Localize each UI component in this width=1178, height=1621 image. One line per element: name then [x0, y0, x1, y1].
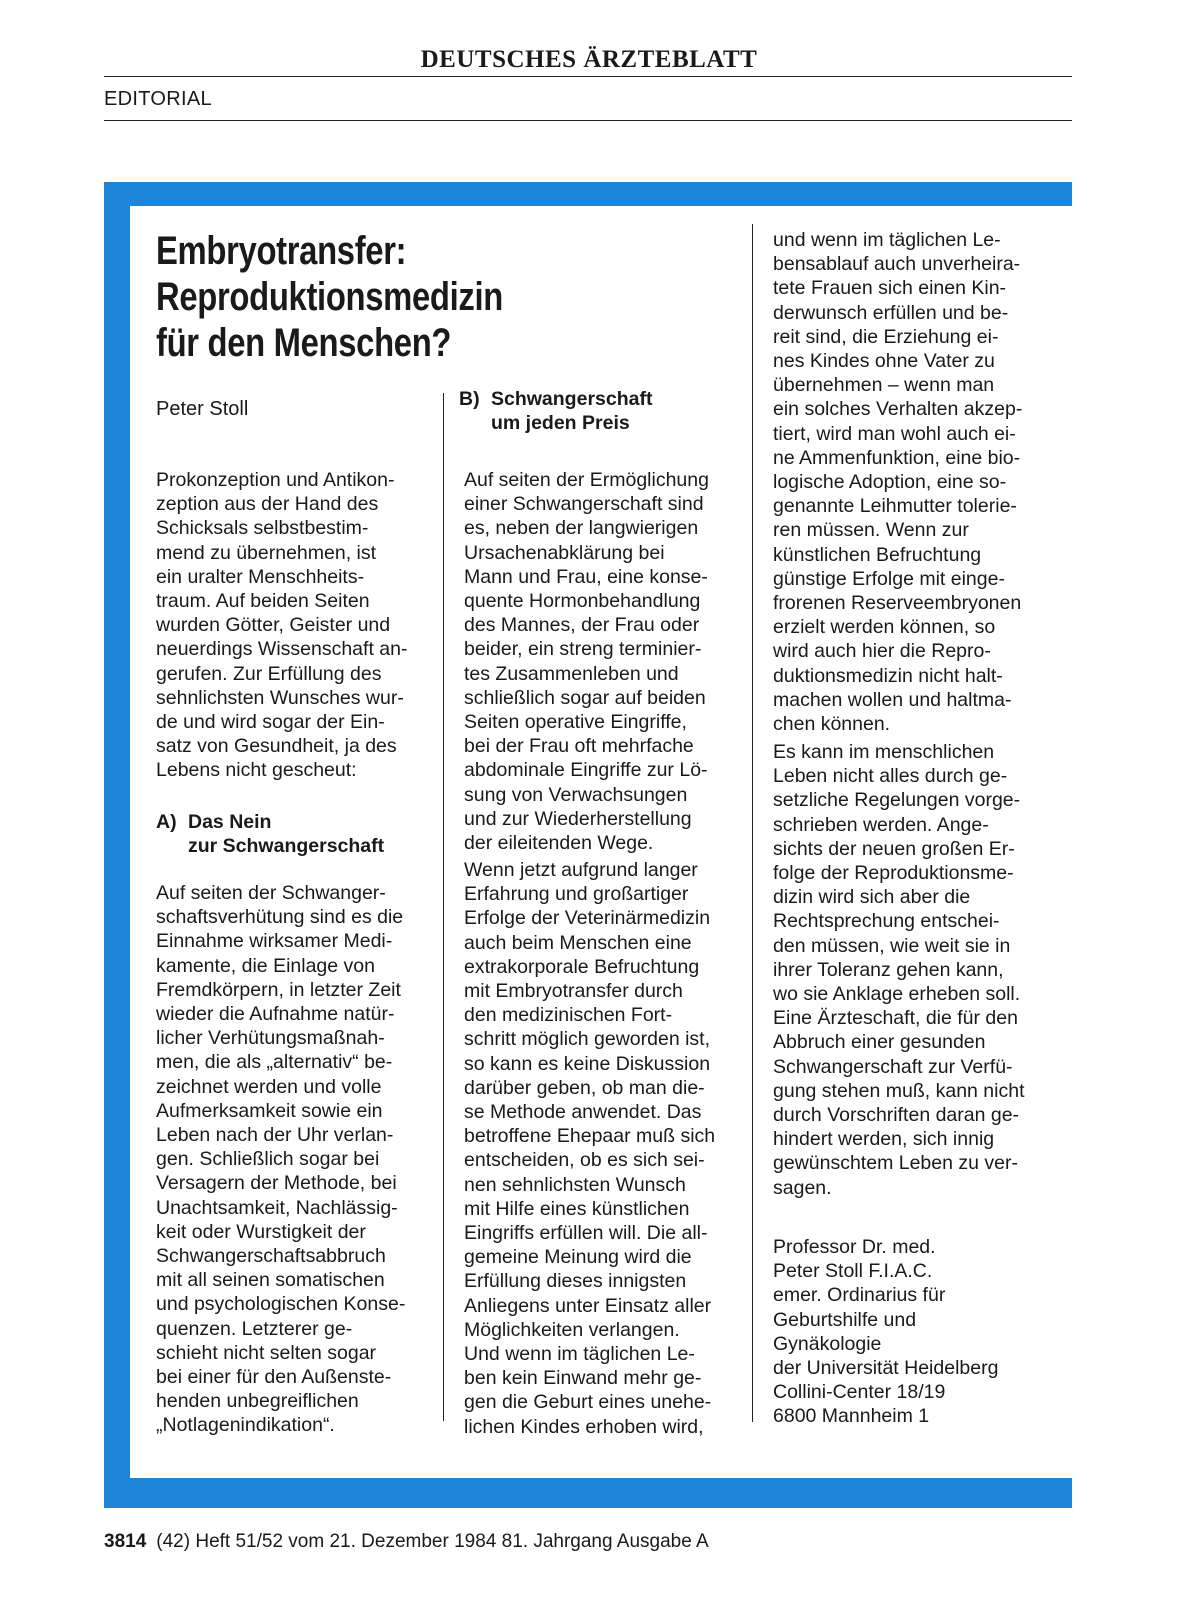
- heading-b-line2: um jeden Preis: [491, 412, 630, 434]
- text-line: frorenen Reserveembryonen: [773, 592, 1022, 615]
- text-line: Schwangerschaftsabbruch: [156, 1245, 386, 1268]
- text-line: beider, ein streng terminier-: [464, 638, 702, 661]
- text-line: Professor Dr. med.: [773, 1236, 936, 1258]
- text-line: Es kann im menschlichen: [773, 741, 995, 763]
- text-line: chen können.: [773, 713, 891, 736]
- text-line: dizin wird sich aber die: [773, 886, 971, 909]
- text-line: se Methode anwendet. Das: [464, 1101, 702, 1124]
- title-line: für den Menschen?: [156, 321, 452, 365]
- text-line: logische Adoption, eine so-: [773, 471, 1007, 494]
- text-line: mend zu übernehmen, ist: [156, 541, 377, 564]
- heading-b-number: B): [459, 388, 480, 410]
- text-line: einer Schwangerschaft sind: [464, 493, 704, 516]
- text-line: künstlichen Befruchtung: [773, 543, 982, 566]
- text-line: extrakorporale Befruchtung: [464, 955, 700, 978]
- column-divider: [752, 224, 753, 1422]
- text-line: folge der Reproduktionsme-: [773, 862, 1014, 885]
- text-line: satz von Gesundheit, ja des: [156, 735, 397, 758]
- text-line: tete Frauen sich einen Kin-: [773, 277, 1007, 300]
- text-line: Auf seiten der Ermöglichung: [464, 469, 709, 491]
- col3-paragraph-1: [773, 228, 1022, 736]
- text-line: Abbruch einer gesunden: [773, 1031, 986, 1054]
- text-line: tiert, wird man wohl auch ei-: [773, 422, 1016, 445]
- text-line: Eine Ärzteschaft, die für den: [773, 1007, 1018, 1030]
- text-line: den müssen, wie weit sie in: [773, 934, 1011, 957]
- text-line: der eileitenden Wege.: [464, 832, 654, 855]
- page-number: 3814: [104, 1531, 147, 1552]
- heading-a-line2: zur Schwangerschaft: [188, 835, 385, 857]
- text-line: Unachtsamkeit, Nachlässig-: [156, 1196, 398, 1219]
- text-line: entscheiden, ob es sich sei-: [464, 1149, 705, 1172]
- text-line: Ursachenabklärung bei: [464, 541, 665, 564]
- text-line: duktionsmedizin nicht halt-: [773, 664, 1003, 687]
- journal-masthead: DEUTSCHES ÄRZTEBLATT: [420, 46, 758, 73]
- text-line: gen die Geburt eines unehe-: [464, 1391, 712, 1414]
- heading-a-line1: Das Nein: [188, 811, 272, 833]
- text-line: wieder die Aufnahme natür-: [156, 1003, 395, 1026]
- text-line: ben kein Einwand mehr ge-: [464, 1367, 702, 1390]
- text-line: Eingriffs erfüllen will. Die all-: [464, 1222, 708, 1245]
- text-line: nes Kindes ohne Vater zu: [773, 350, 995, 373]
- text-line: ne Ammenfunktion, eine bio-: [773, 446, 1021, 469]
- text-line: Erfolge der Veterinärmedizin: [464, 907, 711, 930]
- text-line: Lebens nicht gescheut:: [156, 759, 357, 782]
- text-line: schaftsverhütung sind es die: [156, 906, 404, 929]
- text-line: gen. Schließlich sogar bei: [156, 1148, 380, 1171]
- text-line: sung von Verwachsungen: [464, 783, 688, 806]
- text-line: Rechtsprechung entschei-: [773, 910, 1000, 933]
- text-line: zeption aus der Hand des: [156, 493, 379, 516]
- text-line: zeichnet werden und volle: [156, 1075, 382, 1098]
- text-line: setzliche Regelungen vorge-: [773, 789, 1021, 812]
- text-line: und zur Wiederherstellung: [464, 807, 692, 830]
- page-footer: [104, 1531, 709, 1553]
- text-line: Versagern der Methode, bei: [156, 1172, 397, 1195]
- section-label: EDITORIAL: [104, 88, 212, 110]
- text-line: traum. Auf beiden Seiten: [156, 590, 370, 613]
- text-line: ein solches Verhalten akzep-: [773, 398, 1023, 421]
- text-line: auch beim Menschen eine: [464, 931, 692, 954]
- text-line: Wenn jetzt aufgrund langer: [464, 859, 698, 881]
- text-line: der Universität Heidelberg: [773, 1357, 999, 1380]
- article-title: [156, 228, 615, 366]
- text-line: mit Embryotransfer durch: [464, 980, 683, 1003]
- text-line: quente Hormonbehandlung: [464, 590, 701, 613]
- text-line: de und wird sogar der Ein-: [156, 711, 385, 734]
- section-b-paragraph-1: [464, 468, 709, 855]
- text-line: es, neben der langwierigen: [464, 517, 699, 540]
- text-line: sagen.: [773, 1176, 832, 1199]
- text-line: ein uralter Menschheits-: [156, 565, 365, 588]
- text-line: mit all seinen somatischen: [156, 1269, 385, 1292]
- text-line: den medizinischen Fort-: [464, 1004, 673, 1027]
- text-line: erzielt werden können, so: [773, 616, 996, 639]
- text-line: schrieben werden. Ange-: [773, 813, 989, 836]
- text-line: Auf seiten der Schwanger-: [156, 882, 386, 904]
- text-line: gewünschtem Leben zu ver-: [773, 1152, 1018, 1175]
- text-line: gung stehen muß, kann nicht: [773, 1079, 1025, 1102]
- title-line: Reproduktionsmedizin: [156, 275, 503, 319]
- text-line: bei einer für den Außenste-: [156, 1366, 392, 1389]
- text-line: tes Zusammenleben und: [464, 662, 679, 685]
- text-line: keit oder Wurstigkeit der: [156, 1220, 366, 1243]
- title-line: Embryotransfer:: [156, 229, 407, 273]
- text-line: schieht nicht selten sogar: [156, 1341, 377, 1364]
- text-line: genannte Leihmutter tolerie-: [773, 495, 1017, 518]
- text-line: Möglichkeiten verlangen.: [464, 1318, 680, 1341]
- text-line: sehnlichsten Wunsches wur-: [156, 686, 404, 709]
- heading-a: [156, 810, 384, 858]
- text-line: mit Hilfe eines künstlichen: [464, 1197, 690, 1220]
- intro-paragraph: [156, 468, 407, 783]
- text-line: wo sie Anklage erheben soll.: [773, 983, 1021, 1006]
- text-line: Leben nach der Uhr verlan-: [156, 1124, 394, 1147]
- text-line: gemeine Meinung wird die: [464, 1246, 692, 1269]
- text-line: reit sind, die Erziehung ei-: [773, 325, 999, 348]
- text-line: und psychologischen Konse-: [156, 1293, 406, 1316]
- text-line: ihrer Toleranz gehen kann,: [773, 958, 1004, 981]
- text-line: emer. Ordinarius für: [773, 1284, 946, 1307]
- text-line: Anliegens unter Einsatz aller: [464, 1294, 712, 1317]
- author-name: Peter Stoll: [156, 398, 249, 420]
- text-line: Schwangerschaft zur Verfü-: [773, 1055, 1013, 1078]
- text-line: und wenn im täglichen Le-: [773, 229, 1001, 251]
- text-line: Seiten operative Eingriffe,: [464, 711, 687, 734]
- text-line: abdominale Eingriffe zur Lö-: [464, 759, 708, 782]
- text-line: Leben nicht alles durch ge-: [773, 765, 1008, 788]
- header-rule-bottom: [104, 120, 1072, 121]
- text-line: Schicksals selbstbestim-: [156, 517, 369, 540]
- text-line: bei der Frau oft mehrfache: [464, 735, 694, 758]
- issue-info: (42) Heft 51/52 vom 21. Dezember 1984 81. Jahrgang Ausgabe A: [156, 1531, 709, 1552]
- column-divider: [443, 393, 444, 1421]
- heading-a-number: A): [156, 811, 177, 833]
- text-line: licher Verhütungsmaßnah-: [156, 1027, 385, 1050]
- text-line: Peter Stoll F.I.A.C.: [773, 1260, 933, 1283]
- text-line: 6800 Mannheim 1: [773, 1405, 930, 1428]
- text-line: übernehmen – wenn man: [773, 374, 995, 397]
- text-line: derwunsch erfüllen und be-: [773, 301, 1009, 324]
- text-line: wurden Götter, Geister und: [156, 614, 391, 637]
- text-line: wird auch hier die Repro-: [773, 640, 991, 663]
- text-line: schritt möglich geworden ist,: [464, 1028, 711, 1051]
- text-line: hindert werden, sich innig: [773, 1128, 995, 1151]
- text-line: gerufen. Zur Erfüllung des: [156, 662, 382, 685]
- text-line: darüber geben, ob man die-: [464, 1076, 705, 1099]
- text-line: henden unbegreiflichen: [156, 1390, 359, 1413]
- text-line: durch Vorschriften daran ge-: [773, 1104, 1020, 1127]
- section-b-paragraph-2: [464, 858, 715, 1439]
- text-line: sichts der neuen großen Er-: [773, 837, 1015, 860]
- text-line: Aufmerksamkeit sowie ein: [156, 1099, 383, 1122]
- text-line: „Notlagenindikation“.: [156, 1414, 335, 1437]
- text-line: Und wenn im täglichen Le-: [464, 1343, 695, 1366]
- text-line: Collini-Center 18/19: [773, 1381, 946, 1404]
- text-line: Erfüllung dieses innigsten: [464, 1270, 687, 1293]
- text-line: Erfahrung und großartiger: [464, 883, 689, 906]
- text-line: Einnahme wirksamer Medi-: [156, 930, 393, 953]
- text-line: men, die als „alternativ“ be-: [156, 1051, 393, 1074]
- text-line: betroffene Ehepaar muß sich: [464, 1125, 716, 1148]
- text-line: schließlich sogar auf beiden: [464, 686, 706, 709]
- col3-paragraph-2: [773, 740, 1025, 1200]
- text-line: bensablauf auch unverheira-: [773, 253, 1021, 276]
- text-line: quenzen. Letzterer ge-: [156, 1317, 353, 1340]
- text-line: so kann es keine Diskussion: [464, 1052, 711, 1075]
- text-line: günstige Erfolge mit einge-: [773, 567, 1005, 590]
- text-line: Gynäkologie: [773, 1332, 882, 1355]
- text-line: lichen Kindes erhoben wird,: [464, 1415, 704, 1438]
- heading-b-line1: Schwangerschaft: [491, 388, 653, 410]
- text-line: neuerdings Wissenschaft an-: [156, 638, 408, 661]
- text-line: kamente, die Einlage von: [156, 954, 375, 977]
- author-signature: [773, 1235, 998, 1429]
- section-a-paragraph: [156, 881, 405, 1438]
- text-line: Prokonzeption und Antikon-: [156, 469, 395, 491]
- text-line: machen wollen und haltma-: [773, 688, 1012, 711]
- heading-b: [459, 387, 652, 435]
- header-rule-top: [104, 76, 1072, 77]
- text-line: Geburtshilfe und: [773, 1308, 917, 1331]
- text-line: Fremdkörpern, in letzter Zeit: [156, 978, 401, 1001]
- text-line: nen sehnlichsten Wunsch: [464, 1173, 686, 1196]
- text-line: ren müssen. Wenn zur: [773, 519, 969, 542]
- text-line: Mann und Frau, eine konse-: [464, 565, 708, 588]
- text-line: des Mannes, der Frau oder: [464, 614, 700, 637]
